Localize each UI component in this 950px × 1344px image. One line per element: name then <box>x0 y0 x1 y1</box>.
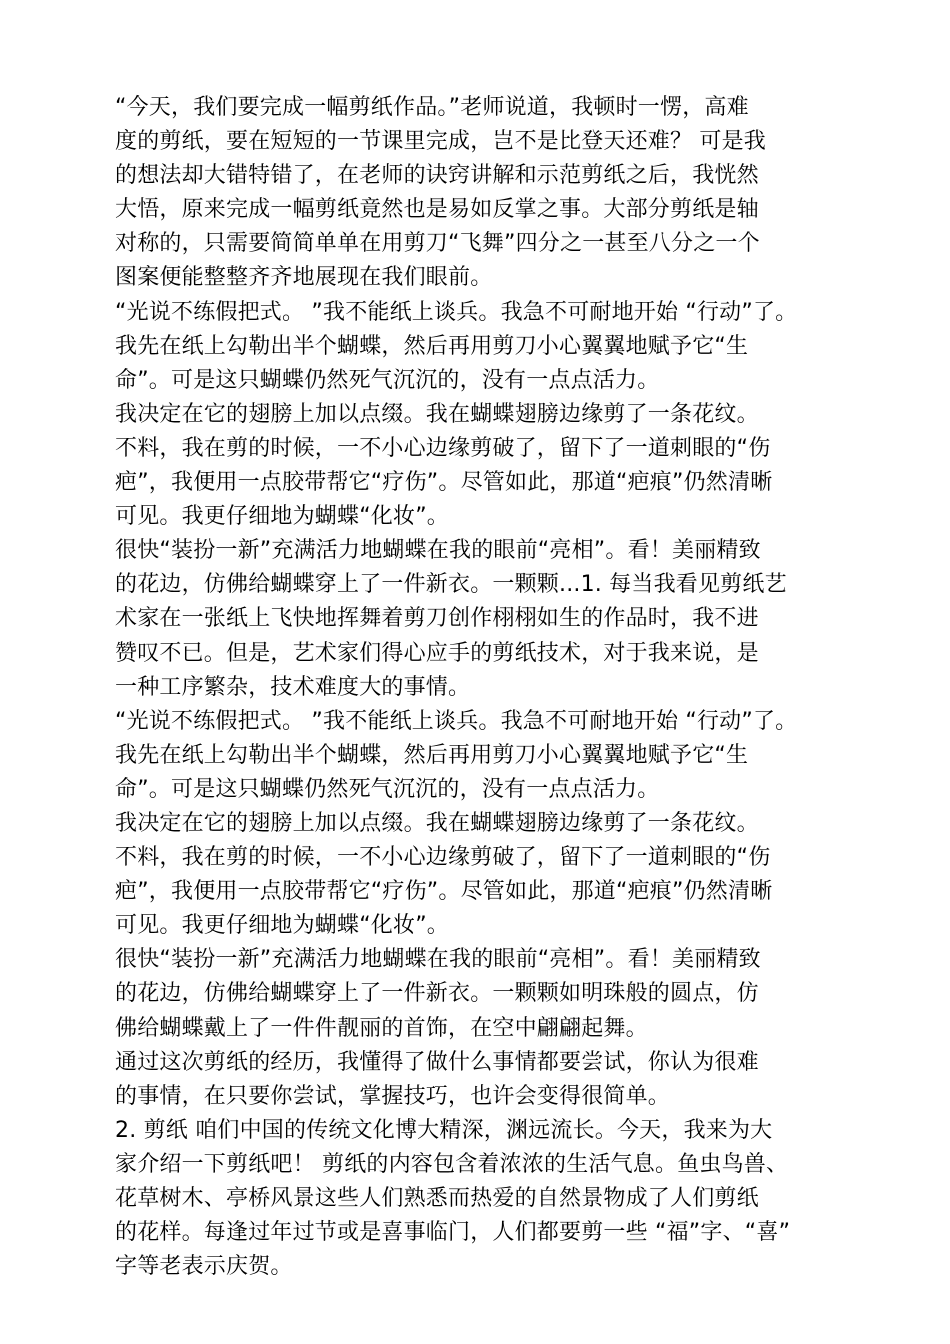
text-line: 对称的，只需要简简单单在用剪刀“飞舞”四分之一甚至八分之一个 <box>115 231 760 257</box>
text-line: 不料，我在剪的时候，一不小心边缘剪破了，留下了一道刺眼的“伤 <box>115 845 771 871</box>
text-line: 度的剪纸，要在短短的一节课里完成，岂不是比登天还难？ 可是我 <box>115 129 766 155</box>
text-line: 术家在一张纸上飞快地挥舞着剪刀创作栩栩如生的作品时，我不进 <box>115 606 759 632</box>
text-line: 2. 剪纸 咱们中国的传统文化博大精深，渊远流长。今天，我来为大 <box>115 1117 773 1143</box>
text-line: “光说不练假把式。 ”我不能纸上谈兵。我急不可耐地开始 “行动”了。 <box>115 708 798 734</box>
text-line: 命”。可是这只蝴蝶仍然死气沉沉的，没有一点点活力。 <box>115 776 660 802</box>
text-line: 的事情，在只要你尝试，掌握技巧，也许会变得很简单。 <box>115 1083 671 1109</box>
text-line: 我决定在它的翅膀上加以点缀。我在蝴蝶翅膀边缘剪了一条花纹。 <box>115 401 759 427</box>
text-line: 字等老表示庆贺。 <box>115 1254 293 1280</box>
text-line: 大悟，原来完成一幅剪纸竟然也是易如反掌之事。大部分剪纸是轴 <box>115 197 759 223</box>
text-line: 我先在纸上勾勒出半个蝴蝶，然后再用剪刀小心翼翼地赋予它“生 <box>115 333 749 359</box>
text-line: 不料，我在剪的时候，一不小心边缘剪破了，留下了一道刺眼的“伤 <box>115 435 771 461</box>
text-line: 我决定在它的翅膀上加以点缀。我在蝴蝶翅膀边缘剪了一条花纹。 <box>115 810 759 836</box>
text-line: 的花边，仿佛给蝴蝶穿上了一件新衣。一颗颗如明珠般的圆点，仿 <box>115 981 759 1007</box>
text-line: 佛给蝴蝶戴上了一件件靓丽的首饰，在空中翩翩起舞。 <box>115 1015 648 1041</box>
text-line: 的想法却大错特错了，在老师的诀窍讲解和示范剪纸之后，我恍然 <box>115 163 759 189</box>
text-line: 可见。我更仔细地为蝴蝶“化妆”。 <box>115 504 449 530</box>
text-line: “光说不练假把式。 ”我不能纸上谈兵。我急不可耐地开始 “行动”了。 <box>115 299 798 325</box>
text-line: 赞叹不已。但是，艺术家们得心应手的剪纸技术，对于我来说，是 <box>115 640 759 666</box>
text-line: 疤”，我便用一点胶带帮它“疗伤”。尽管如此，那道“疤痕”仍然清晰 <box>115 470 773 496</box>
text-line: 一种工序繁杂，技术难度大的事情。 <box>115 674 471 700</box>
text-line: 家介绍一下剪纸吧！ 剪纸的内容包含着浓浓的生活气息。鱼虫鸟兽、 <box>115 1151 789 1177</box>
text-line: 很快“装扮一新”充满活力地蝴蝶在我的眼前“亮相”。看！美丽精致 <box>115 947 761 973</box>
text-line: 通过这次剪纸的经历，我懂得了做什么事情都要尝试，你认为很难 <box>115 1049 759 1075</box>
text-line: 图案便能整整齐齐地展现在我们眼前。 <box>115 265 493 291</box>
text-line: 的花样。每逢过年过节或是喜事临门，人们都要剪一些 “福”字、“喜” <box>115 1220 791 1246</box>
text-line: 的花边，仿佛给蝴蝶穿上了一件新衣。一颗颗...1. 每当我看见剪纸艺 <box>115 572 787 598</box>
text-line: 我先在纸上勾勒出半个蝴蝶，然后再用剪刀小心翼翼地赋予它“生 <box>115 742 749 768</box>
text-line: 疤”，我便用一点胶带帮它“疗伤”。尽管如此，那道“疤痕”仍然清晰 <box>115 879 773 905</box>
text-line: 花草树木、亭桥风景这些人们熟悉而热爱的自然景物成了人们剪纸 <box>115 1186 759 1211</box>
essay-text <box>115 91 875 1284</box>
text-line: 可见。我更仔细地为蝴蝶“化妆”。 <box>115 913 449 939</box>
text-line: “今天，我们要完成一幅剪纸作品。”老师说道，我顿时一愣，高难 <box>115 95 749 120</box>
text-line: 命”。可是这只蝴蝶仍然死气沉沉的，没有一点点活力。 <box>115 367 660 393</box>
text-line: 很快“装扮一新”充满活力地蝴蝶在我的眼前“亮相”。看！美丽精致 <box>115 538 761 564</box>
